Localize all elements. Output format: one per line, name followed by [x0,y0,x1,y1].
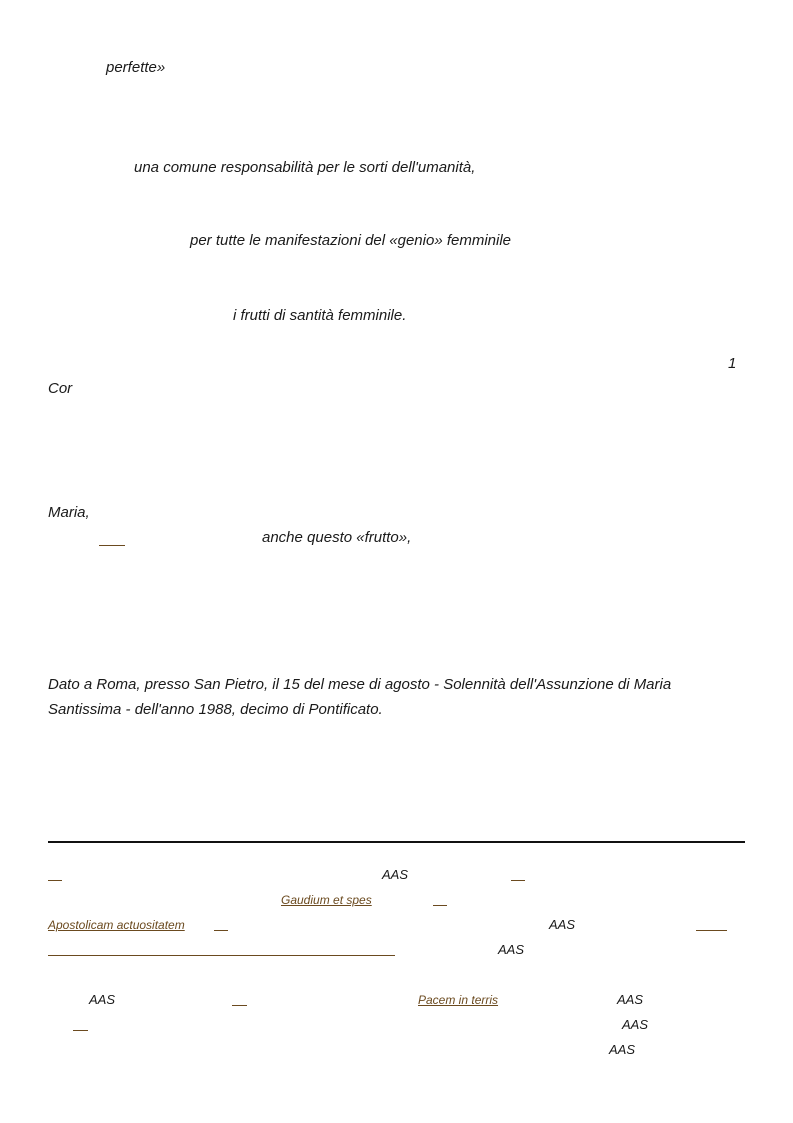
footnote-link-blank[interactable] [214,930,228,931]
text-cor: Cor [48,380,73,397]
link-gaudium-et-spes[interactable]: Gaudium et spes [281,893,372,907]
footnote-link-blank[interactable] [433,905,447,906]
text-perfette: perfette» [106,59,166,76]
footnote-link-blank[interactable] [511,880,525,881]
closing-line-1: Dato a Roma, presso San Pietro, il 15 del mese di agosto - Solennità dell'Assunzione di Maria [48,676,672,693]
footnote-link-blank[interactable] [73,1030,88,1031]
footnote-aas: AAS [549,917,576,932]
text-maria: Maria, [48,504,90,521]
text-frutti-santita: i frutti di santità femminile. [233,307,407,324]
footnote-link-blank[interactable] [232,1005,247,1006]
footnote-link-blank[interactable] [48,880,62,881]
footnote-aas: AAS [382,867,409,882]
footnote-link-blank[interactable] [48,955,395,956]
footnote-aas: AAS [622,1017,649,1032]
footnote-separator [48,841,745,843]
text-comune-responsabilita: una comune responsabilità per le sorti dell'umanità, [134,159,476,176]
closing-paragraph [48,672,671,722]
text-frutto: anche questo «frutto», [262,529,412,546]
closing-line-2: Santissima - dell'anno 1988, decimo di Pontificato. [48,701,383,718]
footnote-aas: AAS [609,1042,636,1057]
footnote-aas: AAS [617,992,644,1007]
footnote-link-blank[interactable] [696,930,727,931]
footnote-link-blank[interactable] [99,545,125,546]
text-genio-femminile: per tutte le manifestazioni del «genio» femminile [190,232,512,249]
link-apostolicam-actuositatem[interactable]: Apostolicam actuositatem [48,918,185,932]
footnote-aas: AAS [498,942,525,957]
link-pacem-in-terris[interactable]: Pacem in terris [418,993,499,1007]
footnote-aas: AAS [89,992,116,1007]
text-marker-1: 1 [728,355,737,372]
